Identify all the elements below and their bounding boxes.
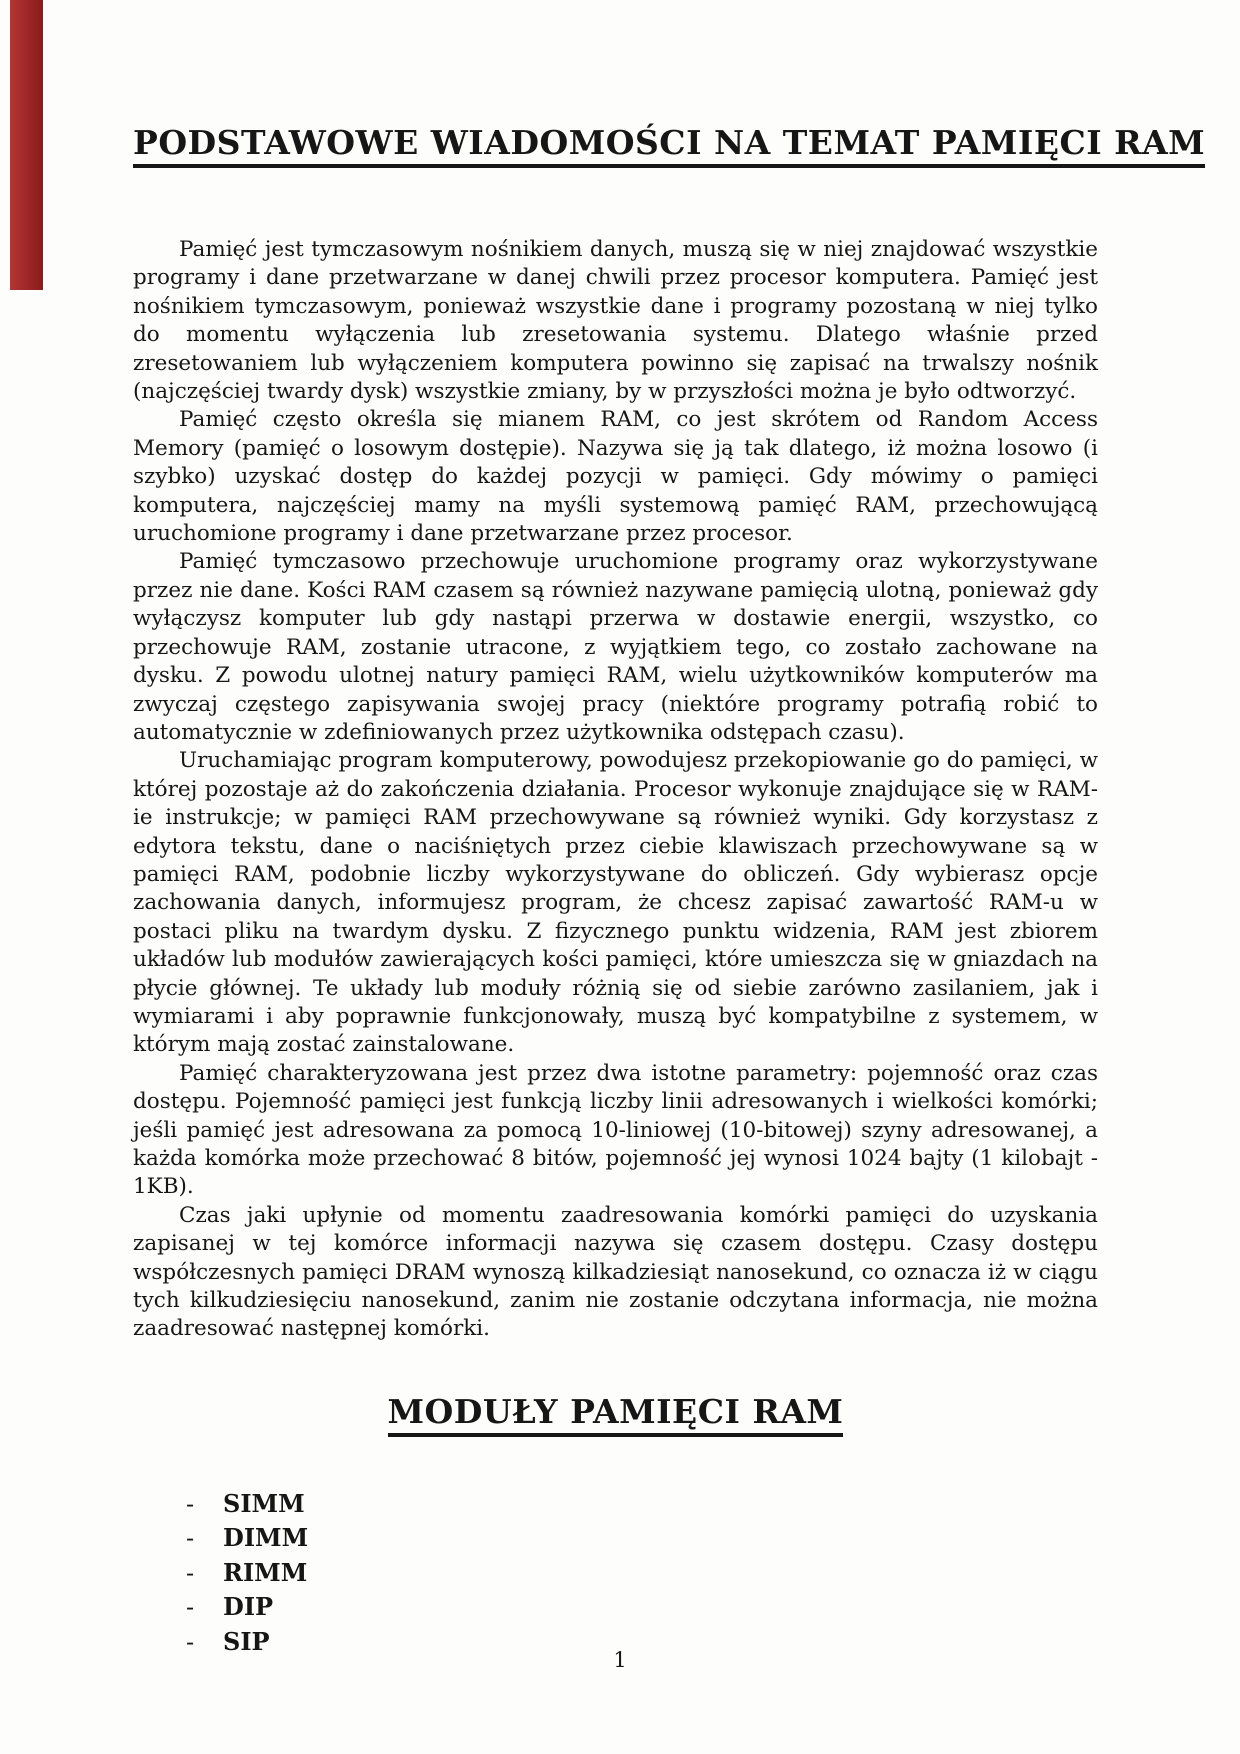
list-item-label: SIMM	[223, 1488, 305, 1518]
paragraph: Czas jaki upłynie od momentu zaadresowania komórki pamięci do uzyskania zapisanej w tej komórce informacji nazywa się czasem dostępu. Czasy dostępu współczesnych pamięci DRAM wynoszą kilkadziesiąt nanosekund, co oznacza iż w ciągu tych kilkudziesięciu nanosekund, zanim nie zostanie odczytana informacja, nie można zaadresować następnej komórki.	[133, 1202, 1098, 1342]
list-item	[133, 1556, 1098, 1591]
module-list	[133, 1487, 1098, 1660]
list-item-label: SIP	[223, 1626, 270, 1656]
page-number: 1	[613, 1648, 627, 1672]
list-marker: -	[186, 1524, 195, 1553]
body-text	[133, 236, 1098, 1344]
paragraph: Uruchamiając program komputerowy, powodujesz przekopiowanie go do pamięci, w której pozostaje aż do zakończenia działania. Procesor wykonuje znajdujące się w RAM-ie instrukcje; w pamięci RAM przechowywane są również wyniki. Gdy korzystasz z edytora tekstu, dane o naciśniętych przez ciebie klawiszach przechowywane są w pamięci RAM, podobnie liczby wykorzystywane do obliczeń. Gdy wybierasz opcje zachowania danych, informujesz program, że chcesz zapisać zawartość RAM-u w postaci pliku na twardym dysku. Z fizycznego punktu widzenia, RAM jest zbiorem układów lub modułów zawierających kości pamięci, które umieszcza się w gniazdach na płycie głównej. Te układy lub moduły różnią się od siebie zarówno zasilaniem, jak i wymiarami i aby poprawnie funkcjonowały, muszą być kompatybilne z systemem, w którym mają zostać zainstalowane.	[133, 748, 1098, 1058]
paragraph: Pamięć często określa się mianem RAM, co jest skrótem od Random Access Memory (pamięć o losowym dostępie). Nazywa się ją tak dlatego, iż można losowo (i szybko) uzyskać dostęp do każdej pozycji w pamięci. Gdy mówimy o pamięci komputera, najczęściej mamy na myśli systemową pamięć RAM, przechowującą uruchomione programy i dane przetwarzane przez procesor.	[133, 407, 1098, 547]
list-item	[133, 1521, 1098, 1556]
list-marker: -	[186, 1627, 195, 1656]
section-heading	[133, 1392, 1098, 1431]
list-item-label: DIMM	[223, 1523, 309, 1553]
corner-ribbon	[10, 0, 43, 290]
paragraph: Pamięć charakteryzowana jest przez dwa istotne parametry: pojemność oraz czas dostępu. Pojemność pamięci jest funkcją liczby linii adresowanych i wielkości komórki; jeśli pamięć jest adresowana za pomocą 10-liniowej (10-bitowej) szyny adresowanej, a każda komórka może przechować 8 bitów, pojemność jej wynosi 1024 bajty (1 kilobajt - 1KB).	[133, 1060, 1098, 1200]
list-item	[133, 1590, 1098, 1625]
paragraph: Pamięć tymczasowo przechowuje uruchomione programy oraz wykorzystywane przez nie dane. Kości RAM czasem są również nazywane pamięcią ulotną, ponieważ gdy wyłączysz komputer lub gdy nastąpi przerwa w dostawie energii, wszystko, co przechowuje RAM, zostanie utracone, z wyjątkiem tego, co zostało zachowane na dysku. Z powodu ulotnej natury pamięci RAM, wielu użytkowników komputerów ma zwyczaj częstego zapisywania swojej pracy (niektóre programy potrafią robić to automatycznie w zdefiniowanych przez użytkownika odstępach czasu).	[133, 549, 1098, 745]
list-marker: -	[186, 1558, 195, 1587]
list-marker: -	[186, 1593, 195, 1622]
section-heading-text: MODUŁY PAMIĘCI RAM	[388, 1392, 844, 1437]
list-marker: -	[186, 1489, 195, 1518]
paragraph: Pamięć jest tymczasowym nośnikiem danych, muszą się w niej znajdować wszystkie programy i dane przetwarzane w danej chwili przez procesor komputera. Pamięć jest nośnikiem tymczasowym, ponieważ wszystkie dane i programy pozostaną w niej tylko do momentu wyłączenia lub zresetowania systemu. Dlatego właśnie przed zresetowaniem lub wyłączeniem komputera powinno się zapisać na trwalszy nośnik (najczęściej twardy dysk) wszystkie zmiany, by w przyszłości można je było odtworzyć.	[133, 237, 1098, 405]
list-item-label: DIP	[223, 1592, 274, 1622]
page-content	[133, 0, 1206, 1659]
page-title	[133, 0, 1206, 162]
list-item-label: RIMM	[223, 1557, 308, 1587]
page-title-text: PODSTAWOWE WIADOMOŚCI NA TEMAT PAMIĘCI RAM	[133, 123, 1205, 168]
list-item	[133, 1487, 1098, 1522]
